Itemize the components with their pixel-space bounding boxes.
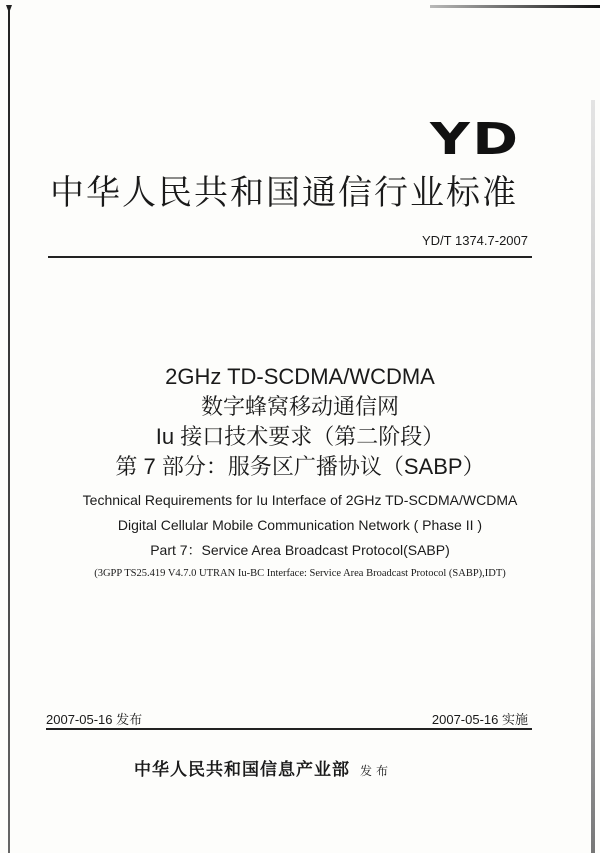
scan-top-edge bbox=[430, 5, 600, 8]
scan-corner-mark bbox=[6, 5, 12, 13]
publisher-line bbox=[134, 755, 392, 780]
yd-logo: YD bbox=[430, 114, 521, 165]
standard-number: YD/T 1374.7-2007 bbox=[422, 233, 528, 248]
chinese-title-line: Iu 接口技术要求（第二阶段） bbox=[155, 424, 445, 449]
chinese-title-line: 2GHz TD-SCDMA/WCDMA bbox=[165, 364, 435, 389]
publisher-name: 中华人民共和国信息产业部 bbox=[134, 760, 350, 779]
english-title-line: Digital Cellular Mobile Communication Network ( Phase II ) bbox=[117, 517, 483, 533]
standard-title: 中华人民共和国通信行业标准 bbox=[50, 174, 518, 212]
divider-bottom bbox=[46, 728, 532, 730]
issue-date: 2007-05-16 发布 bbox=[46, 712, 143, 727]
english-title-line: Part 7：Service Area Broadcast Protocol(SABP) bbox=[150, 542, 450, 558]
english-title bbox=[0, 488, 600, 585]
implementation-date: 2007-05-16 实施 bbox=[431, 712, 528, 727]
english-title-line: Technical Requirements for Iu Interface of 2GHz TD-SCDMA/WCDMA bbox=[82, 492, 518, 508]
reference-standard: (3GPP TS25.419 V4.7.0 UTRAN Iu-BC Interface: Service Area Broadcast Protocol (SABP),IDT) bbox=[94, 568, 506, 579]
publisher-verb: 发布 bbox=[360, 764, 393, 778]
chinese-title-line: 数字蜂窝移动通信网 bbox=[200, 394, 399, 419]
divider-top bbox=[48, 256, 532, 258]
chinese-title-line: 第 7 部分：服务区广播协议（SABP） bbox=[115, 454, 485, 479]
chinese-title bbox=[0, 362, 600, 482]
